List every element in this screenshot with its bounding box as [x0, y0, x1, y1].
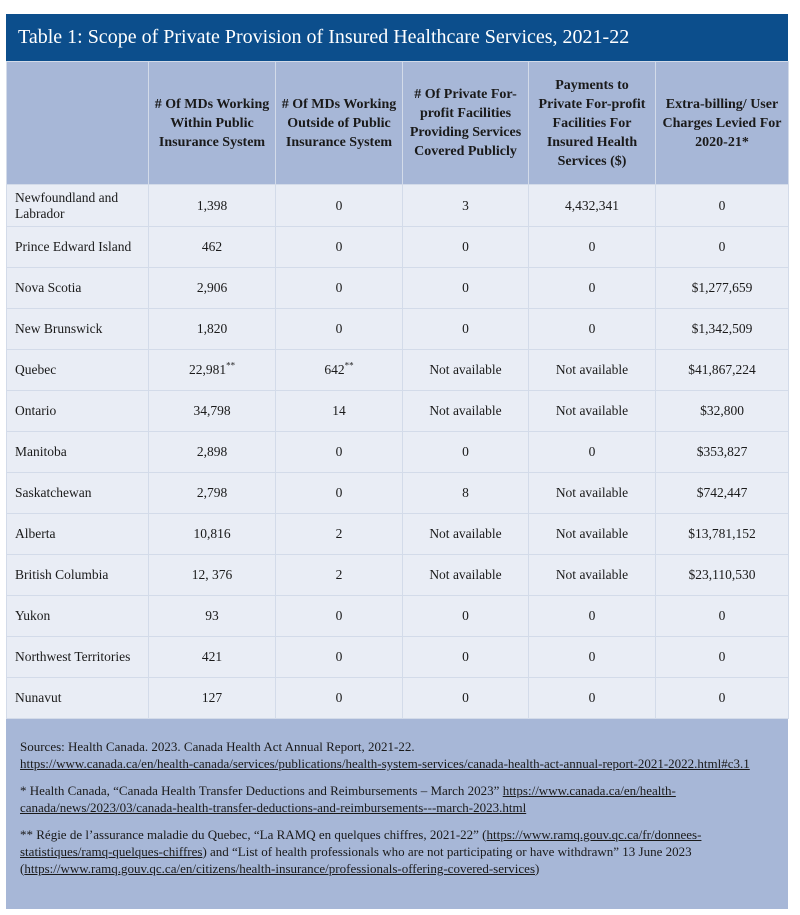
table-row [7, 350, 789, 391]
star-note [20, 782, 774, 816]
payments-cell: Not available [529, 514, 656, 555]
table-title: Table 1: Scope of Private Provision of Insured Healthcare Services, 2021-22 [6, 14, 788, 61]
facilities-cell: 3 [403, 185, 529, 227]
province-cell: British Columbia [7, 555, 149, 596]
table-row [7, 473, 789, 514]
payments-cell: Not available [529, 391, 656, 432]
mds-outside-cell: 0 [276, 309, 403, 350]
facilities-cell: 0 [403, 596, 529, 637]
mds-outside-cell [276, 350, 403, 391]
mds-outside-cell: 0 [276, 432, 403, 473]
mds-within-cell: 93 [149, 596, 276, 637]
table-row [7, 596, 789, 637]
province-cell: Nunavut [7, 678, 149, 719]
extra-billing-cell: $1,277,659 [656, 268, 789, 309]
extra-billing-cell: 0 [656, 678, 789, 719]
column-header-province [7, 62, 149, 185]
mds-outside-cell: 0 [276, 227, 403, 268]
mds-within-cell: 34,798 [149, 391, 276, 432]
extra-billing-cell: $32,800 [656, 391, 789, 432]
payments-cell: 0 [529, 596, 656, 637]
healthcare-table [6, 61, 789, 719]
facilities-cell: 0 [403, 432, 529, 473]
province-cell: Saskatchewan [7, 473, 149, 514]
table-row [7, 514, 789, 555]
extra-billing-cell: $23,110,530 [656, 555, 789, 596]
ramq-stats-link[interactable]: https://www.ramq.gouv.qc.ca/fr/donnees-statistiques/ramq-quelques-chiffres [20, 827, 702, 859]
extra-billing-cell: 0 [656, 185, 789, 227]
payments-cell: 0 [529, 268, 656, 309]
table-row [7, 185, 789, 227]
table-row [7, 678, 789, 719]
payments-cell: 0 [529, 678, 656, 719]
extra-billing-cell: $353,827 [656, 432, 789, 473]
mds-outside-cell: 14 [276, 391, 403, 432]
payments-cell: 0 [529, 637, 656, 678]
table-row [7, 555, 789, 596]
province-cell: Nova Scotia [7, 268, 149, 309]
mds-outside-cell: 0 [276, 678, 403, 719]
header-row [7, 62, 789, 185]
column-header-extra-billing: Extra-billing/ User Charges Levied For 2020-21* [656, 62, 789, 185]
mds-within-cell: 421 [149, 637, 276, 678]
facilities-cell: Not available [403, 555, 529, 596]
mds-outside-cell: 2 [276, 514, 403, 555]
footnote-mark: ** [226, 360, 236, 371]
mds-within-cell: 2,798 [149, 473, 276, 514]
column-header-mds-outside: # Of MDs Working Outside of Public Insurance System [276, 62, 403, 185]
extra-billing-cell: 0 [656, 596, 789, 637]
column-header-payments: Payments to Private For-profit Facilities For Insured Health Services ($) [529, 62, 656, 185]
province-cell: Prince Edward Island [7, 227, 149, 268]
table-row [7, 309, 789, 350]
facilities-cell: 8 [403, 473, 529, 514]
province-cell: Yukon [7, 596, 149, 637]
mds-within-cell: 2,898 [149, 432, 276, 473]
payments-cell: 4,432,341 [529, 185, 656, 227]
province-cell: Northwest Territories [7, 637, 149, 678]
mds-within-cell: 2,906 [149, 268, 276, 309]
mds-within-cell: 1,820 [149, 309, 276, 350]
mds-outside-value: 642 [324, 362, 345, 377]
facilities-cell: 0 [403, 227, 529, 268]
mds-outside-cell: 0 [276, 268, 403, 309]
facilities-cell: 0 [403, 309, 529, 350]
payments-cell: 0 [529, 227, 656, 268]
ramq-professionals-link[interactable]: https://www.ramq.gouv.qc.ca/en/citizens/health-insurance/professionals-offering-covered-services [24, 861, 536, 876]
mds-within-cell [149, 350, 276, 391]
extra-billing-cell: $41,867,224 [656, 350, 789, 391]
mds-within-cell: 462 [149, 227, 276, 268]
facilities-cell: 0 [403, 678, 529, 719]
payments-cell: 0 [529, 309, 656, 350]
facilities-cell: 0 [403, 637, 529, 678]
sources-link[interactable]: https://www.canada.ca/en/health-canada/services/publications/health-system-services/canada-health-act-annual-report-2021-2022.html#c3.1 [20, 756, 750, 771]
extra-billing-cell: 0 [656, 637, 789, 678]
mds-outside-cell: 0 [276, 473, 403, 514]
star-note-text: * Health Canada, “Canada Health Transfer Deductions and Reimbursements – March 2023” [20, 783, 500, 798]
province-cell: Manitoba [7, 432, 149, 473]
province-cell: Quebec [7, 350, 149, 391]
payments-cell: Not available [529, 555, 656, 596]
sources-text: Sources: Health Canada. 2023. Canada Health Act Annual Report, 2021-22. [20, 739, 415, 754]
province-cell: Alberta [7, 514, 149, 555]
province-cell: Ontario [7, 391, 149, 432]
extra-billing-cell: $1,342,509 [656, 309, 789, 350]
footnotes [6, 716, 788, 887]
facilities-cell: Not available [403, 391, 529, 432]
double-star-note-middle: ) and “List of health professionals who are not participating or have withdrawn” 13 June 2023 ( [20, 844, 692, 876]
facilities-cell: Not available [403, 514, 529, 555]
star-note-link[interactable]: https://www.canada.ca/en/health-canada/news/2023/03/canada-health-transfer-deductions-and-reimbursements---march-2023.html [20, 783, 676, 815]
double-star-note-end: ) [535, 861, 540, 876]
province-cell: New Brunswick [7, 309, 149, 350]
payments-cell: Not available [529, 350, 656, 391]
mds-within-cell: 1,398 [149, 185, 276, 227]
mds-outside-cell: 2 [276, 555, 403, 596]
mds-outside-cell: 0 [276, 596, 403, 637]
payments-cell: Not available [529, 473, 656, 514]
extra-billing-cell: $742,447 [656, 473, 789, 514]
mds-outside-cell: 0 [276, 185, 403, 227]
sources-note [20, 738, 774, 772]
mds-within-cell: 12, 376 [149, 555, 276, 596]
mds-outside-cell: 0 [276, 637, 403, 678]
double-star-note-text: ** Régie de l’assurance maladie du Quebec, “La RAMQ en quelques chiffres, 2021-22” ( [20, 827, 487, 842]
mds-within-cell: 127 [149, 678, 276, 719]
extra-billing-cell: $13,781,152 [656, 514, 789, 555]
table-row [7, 637, 789, 678]
double-star-note [20, 826, 774, 877]
table-row [7, 391, 789, 432]
facilities-cell: Not available [403, 350, 529, 391]
payments-cell: 0 [529, 432, 656, 473]
mds-within-value: 22,981 [188, 362, 227, 377]
table-row [7, 227, 789, 268]
column-header-mds-within: # Of MDs Working Within Public Insurance System [149, 62, 276, 185]
province-cell: Newfoundland and Labrador [7, 185, 149, 227]
mds-within-cell: 10,816 [149, 514, 276, 555]
facilities-cell: 0 [403, 268, 529, 309]
table-row [7, 268, 789, 309]
column-header-facilities: # Of Private For-profit Facilities Providing Services Covered Publicly [403, 62, 529, 185]
table-frame [6, 14, 788, 909]
extra-billing-cell: 0 [656, 227, 789, 268]
footnote-mark: ** [344, 360, 354, 371]
table-row [7, 432, 789, 473]
